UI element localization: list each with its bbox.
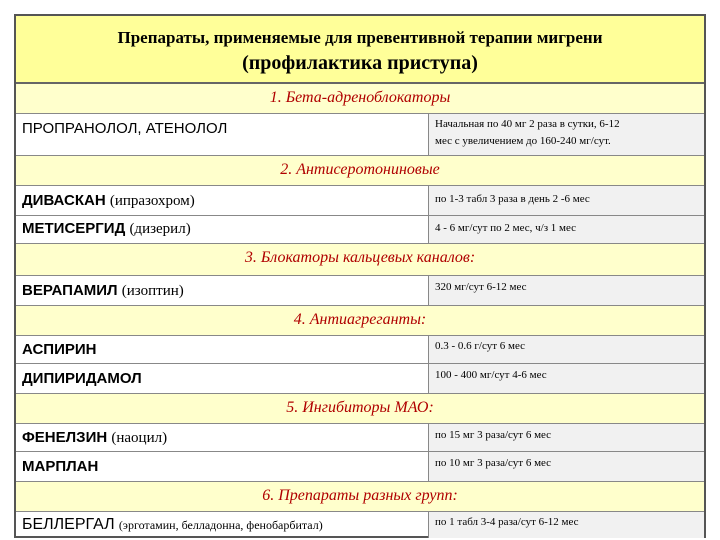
dose-cell (428, 452, 704, 481)
dose-text: по 1 табл 3-4 раза/сут 6-12 мес (435, 516, 579, 528)
drug-name: ФЕНЕЛЗИН (22, 429, 108, 446)
table-row (16, 114, 704, 156)
table-row (16, 424, 704, 452)
drug-name-cell (22, 458, 98, 475)
drug-alt-name: (ипразохром) (109, 193, 195, 209)
dose-cell (428, 512, 704, 538)
section-label: 2. Антисеротониновые (280, 161, 440, 178)
section-beta-blockers (16, 84, 704, 114)
dose-text: 100 - 400 мг/сут 4-6 мес (435, 369, 547, 381)
drug-name: БЕЛЛЕРГАЛ (22, 516, 115, 533)
table-row (16, 452, 704, 482)
section-label: 4. Антиагреганты: (293, 311, 427, 328)
dose-cell (428, 114, 704, 155)
section-label: 5. Ингибиторы МАО: (286, 399, 434, 416)
therapy-table (14, 14, 706, 538)
drug-alt-name: (наоцил) (111, 430, 168, 446)
drug-name-cell (22, 192, 195, 210)
drug-name: МЕТИСЕРГИД (22, 220, 126, 237)
section-label: 3. Блокаторы кальцевых каналов: (244, 249, 476, 266)
dose-text: 4 - 6 мг/сут по 2 мес, ч/з 1 мес (435, 222, 577, 234)
drug-name: ВЕРАПАМИЛ (22, 282, 118, 299)
dose-text: по 15 мг 3 раза/сут 6 мес (435, 429, 552, 441)
title-line-2: (профилактика приступа) (242, 52, 478, 74)
drug-alt-name: (эрготамин, белладонна, фенобарбитал) (118, 518, 323, 532)
drug-alt-name: (дизерил) (129, 221, 191, 237)
table-row (16, 186, 704, 216)
table-row (16, 216, 704, 244)
dose-line-1: Начальная по 40 мг 2 раза в сутки, 6-12 (435, 118, 620, 130)
drug-name-cell (22, 120, 227, 137)
dose-cell (428, 276, 704, 305)
table-title (16, 16, 704, 84)
drug-name-cell (22, 516, 323, 534)
drug-name: ПРОПРАНОЛОЛ, АТЕНОЛОЛ (22, 120, 228, 137)
dose-cell (428, 424, 704, 451)
section-antiplatelets (16, 306, 704, 336)
drug-name-cell (22, 341, 96, 358)
table-row (16, 512, 704, 538)
drug-name-cell (22, 429, 167, 447)
dose-cell (428, 186, 704, 215)
dose-text: по 10 мг 3 раза/сут 6 мес (435, 457, 552, 469)
dose-line-2: мес с увеличением до 160-240 мг/сут. (435, 135, 611, 147)
section-label: 6. Препараты разных групп: (262, 487, 458, 504)
section-label: 1. Бета-адреноблокаторы (269, 89, 451, 106)
section-calcium-blockers (16, 244, 704, 276)
drug-name-cell (22, 370, 142, 387)
table-row (16, 364, 704, 394)
table-row (16, 276, 704, 306)
section-mao-inhibitors (16, 394, 704, 424)
drug-name: ДИВАСКАН (22, 192, 106, 209)
dose-cell (428, 216, 704, 243)
dose-cell (428, 364, 704, 393)
section-other-groups (16, 482, 704, 512)
drug-alt-name: (изоптин) (121, 283, 184, 299)
table-row (16, 336, 704, 364)
title-line-1: Препараты, применяемые для превентивной терапии мигрени (117, 28, 603, 47)
drug-name: АСПИРИН (22, 341, 97, 358)
drug-name: МАРПЛАН (22, 458, 99, 475)
dose-text: по 1-3 табл 3 раза в день 2 -6 мес (435, 193, 590, 205)
section-antiserotonin (16, 156, 704, 186)
dose-text: 320 мг/сут 6-12 мес (435, 281, 527, 293)
drug-name-cell (22, 282, 184, 300)
dose-text: 0.3 - 0.6 г/сут 6 мес (435, 340, 526, 352)
drug-name-cell (22, 220, 191, 238)
dose-cell (428, 336, 704, 363)
drug-name: ДИПИРИДАМОЛ (22, 370, 142, 387)
